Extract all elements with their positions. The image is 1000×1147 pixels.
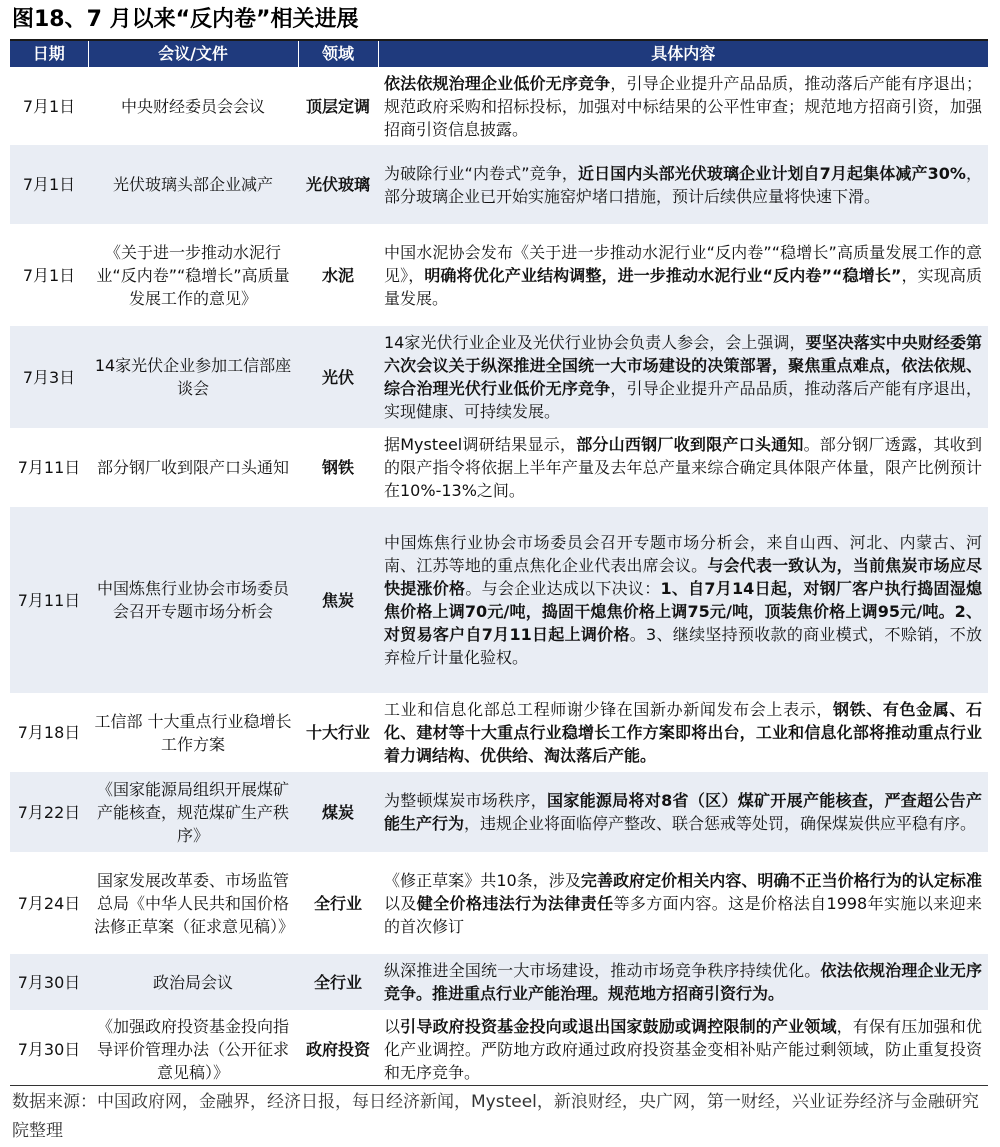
row-content xyxy=(378,507,988,693)
row-content xyxy=(378,852,988,954)
header-content: 具体内容 xyxy=(378,41,988,67)
content-run: 。部分钢厂透露，其收到的限产指令将依据上半年产量及去年总产量来综合确定具体限产体量，限产比例预计在10%-13%之间。 xyxy=(384,435,982,500)
row-content xyxy=(378,428,988,507)
content-run: ，引导企业提升产品品质，推动落后产能有序退出，实现健康、可持续发展。 xyxy=(384,379,982,421)
table-row xyxy=(10,852,988,954)
content-run: 为破除行业“内卷式”竞争， xyxy=(384,163,579,183)
table-body xyxy=(10,67,988,1088)
row-field: 全行业 xyxy=(298,954,378,1010)
row-date: 7月18日 xyxy=(10,693,88,772)
table-row xyxy=(10,145,988,224)
row-content xyxy=(378,954,988,1010)
content-run: 以及 xyxy=(384,893,417,913)
row-field: 光伏 xyxy=(298,326,378,428)
content-run: 工业和信息化部总工程师谢少锋在国新办新闻发布会上表示， xyxy=(384,700,833,719)
content-bold-run: 1、自7月14日起，对钢厂客户执行捣固湿熄焦价格上调70元/吨，捣固干熄焦价格上调75元/吨，顶装焦价格上调95元/吨。2、对贸易客户自7月11日起上调价格 xyxy=(384,579,982,644)
content-bold-run: 国家能源局将对8省（区）煤矿开展产能核查，严查超公告产能生产行为 xyxy=(384,791,982,833)
content-run: 《修正草案》共10条，涉及 xyxy=(384,870,581,890)
row-meeting: 国家发展改革委、市场监管总局《中华人民共和国价格法修正草案（征求意见稿）》 xyxy=(88,852,298,954)
row-date: 7月11日 xyxy=(10,507,88,693)
data-source-note: 数据来源：中国政府网，金融界，经济日报，每日经济新闻，Mysteel，新浪财经，央广网，第一财经，兴业证券经济与金融研究院整理 xyxy=(12,1092,979,1141)
row-content xyxy=(378,1010,988,1088)
content-bold-run: 要坚决落实中央财经委第六次会议关于纵深推进全国统一大市场建设的决策部署，聚焦重点难点，依法依规、综合治理光伏行业低价无序竞争 xyxy=(384,333,982,398)
content-run: 14家光伏行业企业及光伏行业协会负责人参会，会上强调， xyxy=(384,333,806,352)
content-run: 。3、继续坚持预收款的商业模式，不赊销，不放弃检斤计量化验权。 xyxy=(384,625,983,667)
row-meeting: 中国炼焦行业协会市场委员会召开专题市场分析会 xyxy=(88,507,298,693)
row-meeting: 《关于进一步推动水泥行业“反内卷”“稳增长”高质量发展工作的意见》 xyxy=(88,224,298,326)
header-date: 日期 xyxy=(10,41,88,67)
content-run: 为整顿煤炭市场秩序， xyxy=(384,791,548,810)
content-run: 以 xyxy=(384,1016,401,1036)
row-date: 7月30日 xyxy=(10,1010,88,1088)
row-field: 钢铁 xyxy=(298,428,378,507)
content-run: 纵深推进全国统一大市场建设，推动市场竞争秩序持续优化。 xyxy=(384,961,821,980)
row-field: 光伏玻璃 xyxy=(298,145,378,224)
content-bold-run: 钢铁、有色金属、石化、建材等十大重点行业稳增长工作方案即将出台，工业和信息化部将推动重点行业着力调结构、优供给、淘汰落后产能。 xyxy=(384,700,982,765)
row-content xyxy=(378,326,988,428)
row-date: 7月1日 xyxy=(10,145,88,224)
table-row xyxy=(10,1010,988,1088)
row-content xyxy=(378,224,988,326)
header-meeting: 会议/文件 xyxy=(88,41,298,67)
table-row xyxy=(10,428,988,507)
table-row xyxy=(10,326,988,428)
content-bold-run: 健全价格违法行为法律责任 xyxy=(416,893,614,913)
table-row xyxy=(10,772,988,852)
row-meeting: 14家光伏企业参加工信部座谈会 xyxy=(88,326,298,428)
row-meeting: 政治局会议 xyxy=(88,954,298,1010)
row-field: 政府投资 xyxy=(298,1010,378,1088)
row-content xyxy=(378,693,988,772)
row-meeting: 《国家能源局组织开展煤矿产能核查，规范煤矿生产秩序》 xyxy=(88,772,298,852)
row-meeting: 光伏玻璃头部企业减产 xyxy=(88,145,298,224)
row-meeting: 《加强政府投资基金投向指导评价管理办法（公开征求意见稿）》 xyxy=(88,1010,298,1088)
row-date: 7月3日 xyxy=(10,326,88,428)
row-date: 7月24日 xyxy=(10,852,88,954)
table-bottom-rule xyxy=(10,1085,988,1086)
table-row xyxy=(10,224,988,326)
content-run: ，违规企业将面临停产整改、联合惩戒等处罚，确保煤炭供应平稳有序。 xyxy=(464,814,977,833)
content-run: ，有保有压加强和优化产业调控。严防地方政府通过政府投资基金变相补贴产能过剩领域，防止重复投资和无序竞争。 xyxy=(384,1016,982,1082)
row-field: 煤炭 xyxy=(298,772,378,852)
content-bold-run: 依法依规治理企业低价无序竞争 xyxy=(384,73,611,93)
table-row xyxy=(10,693,988,772)
row-meeting: 部分钢厂收到限产口头通知 xyxy=(88,428,298,507)
content-run: 据Mysteel调研结果显示， xyxy=(384,435,577,454)
row-field: 水泥 xyxy=(298,224,378,326)
content-bold-run: 明确将优化产业结构调整，进一步推动水泥行业“反内卷”“稳增长” xyxy=(424,265,902,285)
content-bold-run: 近日国内头部光伏玻璃企业计划自7月起集体减产30% xyxy=(578,163,966,183)
row-date: 7月22日 xyxy=(10,772,88,852)
content-bold-run: 部分山西钢厂收到限产口头通知 xyxy=(576,435,804,454)
row-field: 十大行业 xyxy=(298,693,378,772)
content-run: ，实现高质量发展。 xyxy=(384,265,982,308)
content-run: 中国水泥协会发布《关于进一步推动水泥行业“反内卷”“稳增长”高质量发展工作的意见》， xyxy=(384,242,982,285)
row-date: 7月11日 xyxy=(10,428,88,507)
row-field: 顶层定调 xyxy=(298,67,378,145)
content-run: ，引导企业提升产品品质，推动落后产能有序退出；规范政府采购和招标投标，加强对中标结果的公平性审查；规范地方招商引资，加强招商引资信息披露。 xyxy=(384,73,982,139)
row-field: 全行业 xyxy=(298,852,378,954)
row-content xyxy=(378,67,988,145)
content-run: 。与会企业达成以下决议： xyxy=(465,579,661,598)
content-bold-run: 完善政府定价相关内容、明确不正当价格行为的认定标准 xyxy=(580,870,982,890)
row-meeting: 中央财经委员会会议 xyxy=(88,67,298,145)
content-bold-run: 引导政府投资基金投向或退出国家鼓励或调控限制的产业领域 xyxy=(400,1016,837,1036)
header-field: 领域 xyxy=(298,41,378,67)
content-run: 中国炼焦行业协会市场委员会召开专题市场分析会，来自山西、河北、内蒙古、河南、江苏等地的重点焦化企业代表出席会议。 xyxy=(384,533,982,575)
content-bold-run: 依法依规治理企业无序竞争。推进重点行业产能治理。规范地方招商引资行为。 xyxy=(384,961,982,1003)
row-date: 7月1日 xyxy=(10,67,88,145)
figure-title: 图18、7 月以来“反内卷”相关进展 xyxy=(12,7,359,32)
row-content xyxy=(378,145,988,224)
row-content xyxy=(378,772,988,852)
table-header xyxy=(10,41,988,67)
row-meeting: 工信部 十大重点行业稳增长工作方案 xyxy=(88,693,298,772)
content-run: ，部分玻璃企业已开始实施窑炉堵口措施，预计后续供应量将快速下滑。 xyxy=(384,163,982,206)
row-date: 7月30日 xyxy=(10,954,88,1010)
content-run: 等多方面内容。这是价格法自1998年实施以来迎来的首次修订 xyxy=(384,893,982,936)
table-row xyxy=(10,954,988,1010)
row-field: 焦炭 xyxy=(298,507,378,693)
content-bold-run: 与会代表一致认为，当前焦炭市场应尽快提涨价格 xyxy=(384,556,982,598)
row-date: 7月1日 xyxy=(10,224,88,326)
table-row xyxy=(10,67,988,145)
progress-table xyxy=(10,41,988,1088)
table-row xyxy=(10,507,988,693)
